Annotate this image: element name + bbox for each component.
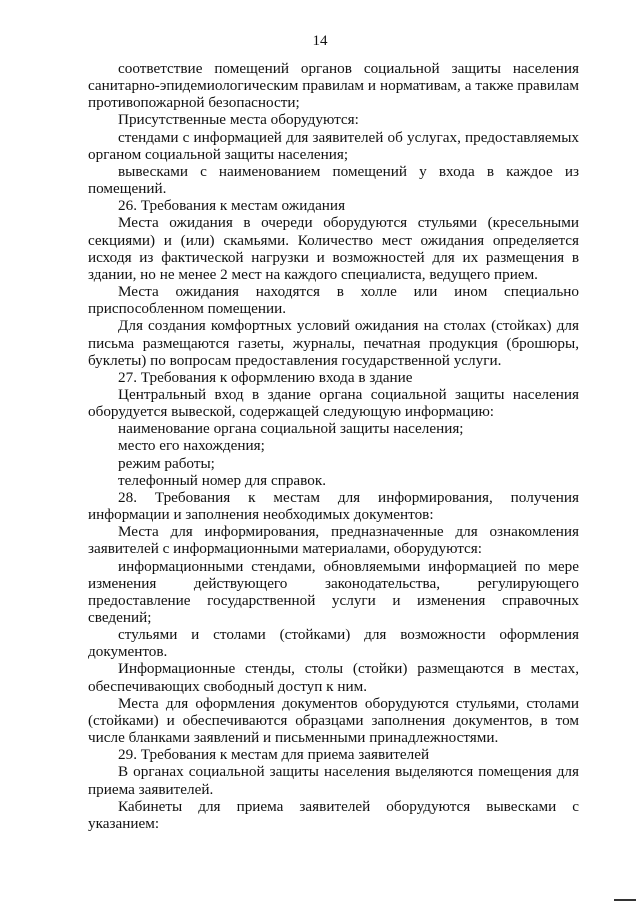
paragraph: В органах социальной защиты населения выделяются помещения для приема заявителей. — [88, 763, 579, 798]
paragraph: Места для оформления документов оборудуются стульями, столами (стойками) и обеспечиваются образцами заполнения документов, в том числе бланками заявлений и письменными принадлежностями. — [88, 694, 579, 747]
list-item: режим работы; — [118, 454, 215, 472]
paragraph: Кабинеты для приема заявителей оборудуются вывесками с указанием: — [88, 797, 579, 832]
paragraph: вывесками с наименованием помещений у входа в каждое из помещений. — [88, 162, 579, 198]
list-item: место его нахождения; — [118, 437, 265, 455]
list-item: стульями и столами (стойками) для возможности оформления документов. — [88, 626, 579, 661]
paragraph: Места ожидания в очереди оборудуются стульями (кресельными секциями) и (или) скамьями. Количество мест ожидания определяется исходя из фактической нагрузки и возможностей для их размещения в здании, но не менее 2 мест на каждого специалиста, ведущего прием. — [88, 214, 579, 283]
section-heading: 26. Требования к местам ожидания — [118, 197, 346, 215]
list-item: телефонный номер для справок. — [118, 471, 327, 489]
list-item: информационными стендами, обновляемыми информацией по мере изменения действующего законодательства, регулирующего предоставление государственной услуги и изменения справочных сведений; — [88, 557, 579, 626]
paragraph: Места ожидания находятся в холле или ином специально приспособленном помещении. — [88, 283, 579, 318]
page-number: 14 — [312, 33, 328, 49]
paragraph: Места для информирования, предназначенные для ознакомления заявителей с информационными материалами, оборудуются: — [88, 523, 579, 558]
paragraph: Для создания комфортных условий ожидания на столах (стойках) для письма размещаются газеты, журналы, печатная продукция (брошюры, буклеты) по вопросам предоставления государственной услуги. — [88, 317, 579, 369]
paragraph: соответствие помещений органов социальной защиты населения санитарно-эпидемиологическим правилам и нормативам, а также правилам противопожарной безопасности; — [88, 60, 579, 112]
list-item: наименование органа социальной защиты населения; — [118, 420, 464, 438]
section-heading: 29. Требования к местам для приема заявителей — [118, 746, 430, 764]
document-body — [88, 60, 579, 832]
paragraph: Центральный вход в здание органа социальной защиты населения оборудуется вывеской, содержащей следующую информацию: — [88, 385, 579, 421]
section-heading: 27. Требования к оформлению входа в здание — [118, 368, 413, 386]
section-heading: 28. Требования к местам для информирования, получения информации и заполнения необходимых документов: — [88, 488, 579, 524]
paragraph: Информационные стенды, столы (стойки) размещаются в местах, обеспечивающих свободный доступ к ним. — [88, 660, 579, 695]
paragraph: Присутственные места оборудуются: — [118, 111, 359, 129]
scan-edge-mark — [614, 889, 636, 901]
paragraph: стендами с информацией для заявителей об услугах, предоставляемых органом социальной защиты населения; — [88, 128, 579, 163]
